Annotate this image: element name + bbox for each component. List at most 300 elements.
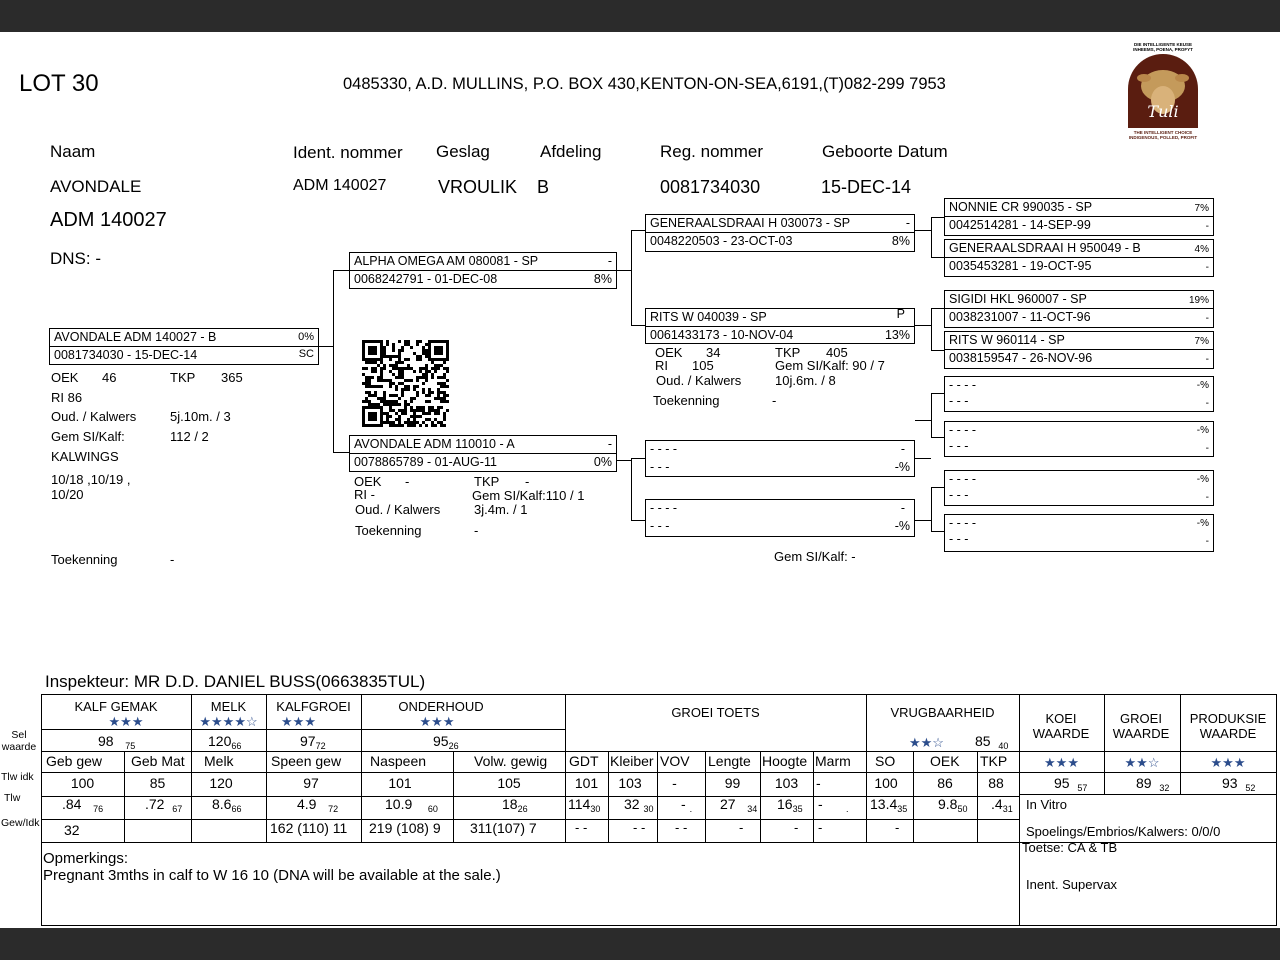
grid-line <box>657 751 658 842</box>
dam-oek: - <box>405 474 410 489</box>
animal-ident: ADM 140027 <box>293 177 387 194</box>
sd-line1: RITS W 040039 - SP <box>650 310 767 324</box>
gg-r2: - <box>1205 354 1209 365</box>
connector <box>617 460 631 461</box>
group-koei-waarde: KOEI WAARDE <box>1032 711 1090 741</box>
qr-module <box>380 424 383 427</box>
dam-sire-box <box>645 440 915 477</box>
tlw-melk-acc: 66 <box>231 804 242 814</box>
tlw-geb-mat <box>145 796 182 814</box>
col-vov: VOV <box>660 753 690 769</box>
kalfgroei-value <box>300 733 326 751</box>
row-label-tlw-idk: Tlw idk <box>1 771 34 783</box>
group-groei-waarde: GROEI WAARDE <box>1112 711 1170 741</box>
idk-naspeen: 101 <box>388 775 412 791</box>
dam-oud: 3j.4m. / 1 <box>474 502 528 517</box>
qr-module <box>389 358 392 361</box>
label-afdeling: Afdeling <box>540 142 602 161</box>
qr-module <box>443 424 446 427</box>
onderhoud-score: 95 <box>433 733 449 749</box>
idk-marm: - <box>816 775 821 791</box>
idk-tkp: 88 <box>988 775 1004 791</box>
gg-line2: 0038231007 - 11-OCT-96 <box>949 310 1091 324</box>
gew-naspeen: 219 (108) 9 <box>369 820 441 836</box>
dam-r2: 0% <box>593 455 612 469</box>
ss-r2: 8% <box>891 234 910 248</box>
grid-line <box>41 751 1277 752</box>
dam-dam-box <box>645 499 915 537</box>
tlw-naspeen <box>385 796 438 814</box>
qr-module <box>401 361 404 364</box>
qr-module <box>425 424 428 427</box>
gg-r2: - <box>1205 313 1209 324</box>
breeder-info: 0485330, A.D. MULLINS, P.O. BOX 430,KENTON-ON-SEA,6191,(T)082-299 7953 <box>343 75 946 93</box>
subject-code: SC <box>298 348 314 360</box>
top-bar <box>0 0 1280 32</box>
col-naspeen: Naspeen <box>370 753 427 769</box>
tlw-speen-value: 4.9 <box>297 796 317 812</box>
qr-code <box>360 340 450 426</box>
dam-line1: AVONDALE ADM 110010 - A <box>354 437 515 451</box>
connector <box>931 531 944 532</box>
gg-box <box>944 514 1214 552</box>
qr-module <box>380 385 383 388</box>
tlw-hoogte-acc: 35 <box>792 804 803 814</box>
qr-module <box>416 343 419 346</box>
qr-module <box>395 388 398 391</box>
koei-score: 95 <box>1054 775 1070 791</box>
group-vrugbaarheid: VRUGBAARHEID <box>890 705 995 720</box>
qr-module <box>419 424 422 427</box>
qr-module <box>410 346 413 349</box>
produksie-score: 93 <box>1222 775 1238 791</box>
gew-so: - <box>895 820 900 835</box>
col-so: SO <box>875 753 896 769</box>
sire-sire-box <box>645 214 915 252</box>
group-kalfgroei: KALFGROEI <box>276 699 351 714</box>
ss-line1: GENERAALSDRAAI H 030073 - SP <box>650 216 851 230</box>
logo-tagline-bottom: THE INTELLIGENT CHOICE INDIGENOUS, POLLED, PROFIT <box>1128 130 1198 140</box>
qr-module <box>446 358 449 361</box>
gg-box <box>944 198 1214 236</box>
gg-line1: - - - - <box>949 423 977 437</box>
spoelings: Spoelings/Embrios/Kalwers: 0/0/0 <box>1026 824 1221 839</box>
sd-line2: 0061433173 - 10-NOV-04 <box>650 328 794 342</box>
tlw-lengte <box>720 796 757 814</box>
qr-module <box>398 403 401 406</box>
connector <box>631 520 645 521</box>
tlw-speen-acc: 72 <box>328 804 339 814</box>
tlw-lengte-value: 27 <box>720 796 736 812</box>
sd-oud-label: Oud. / Kalwers <box>656 373 742 388</box>
connector <box>931 487 932 531</box>
dam-oud-label: Oud. / Kalwers <box>355 502 441 517</box>
group-produksie-waarde: PRODUKSIE WAARDE <box>1189 711 1267 741</box>
groei-score: 89 <box>1136 775 1152 791</box>
subject-line1: AVONDALE ADM 140027 - B <box>54 330 217 344</box>
grid-line <box>1180 694 1181 795</box>
grid-line <box>1104 694 1105 795</box>
qr-module <box>407 358 410 361</box>
connector <box>617 270 631 271</box>
vrugbaarheid-value <box>975 733 1008 751</box>
qr-module <box>413 424 416 427</box>
subject-line2: 0081734030 - 15-DEC-14 <box>54 348 198 362</box>
tlw-hoogte-value: 16 <box>777 796 793 812</box>
dam-tkp: - <box>525 474 530 489</box>
kalf-gemak-acc: 75 <box>125 741 136 751</box>
vrugbaarheid-score: 85 <box>975 733 991 749</box>
qr-module <box>428 394 431 397</box>
gg-box <box>944 470 1214 506</box>
gg-r2: - <box>1205 492 1209 503</box>
gg-line2: - - - <box>949 439 969 453</box>
grid-line <box>977 751 978 842</box>
idk-hoogte: 103 <box>774 775 799 791</box>
gem-bottom: Gem SI/Kalf: - <box>774 549 856 564</box>
bottom-bar <box>0 928 1280 960</box>
connector <box>915 325 931 326</box>
col-geb-gew: Geb gew <box>46 753 103 769</box>
produksie-value <box>1222 775 1255 793</box>
connector <box>333 270 349 271</box>
toetse: Toetse: CA & TB <box>1022 840 1118 855</box>
qr-module <box>410 379 413 382</box>
row-label-tlw: Tlw <box>4 792 21 804</box>
qr-module <box>398 397 401 400</box>
gg-r1: 19% <box>1188 295 1209 306</box>
qr-module <box>443 418 446 421</box>
qr-module <box>419 358 422 361</box>
gg-r1: 4% <box>1194 244 1209 255</box>
koei-value <box>1054 775 1087 793</box>
subject-toekenning: - <box>170 552 175 567</box>
opmerkings-label: Opmerkings: <box>43 850 129 867</box>
tlw-speen <box>297 796 338 814</box>
qr-module <box>392 349 395 352</box>
tlw-tkp-acc: 31 <box>1002 804 1013 814</box>
tlw-kleiber-acc: 30 <box>643 804 654 814</box>
gew-speen: 162 (110) 11 <box>270 820 348 836</box>
animal-dns: DNS: - <box>50 249 101 268</box>
dam-line2: 0078865789 - 01-AUG-11 <box>354 455 497 469</box>
subject-ri: RI 86 <box>51 390 83 405</box>
group-melk: MELK <box>210 699 247 714</box>
gg-r1: 7% <box>1194 336 1209 347</box>
sd-oek-label: OEK <box>655 345 683 360</box>
col-oek: OEK <box>930 753 960 769</box>
qr-module <box>386 343 389 346</box>
idk-vov: - <box>672 775 677 791</box>
divider <box>50 346 318 347</box>
idk-speen: 97 <box>303 775 319 791</box>
grid-line <box>1019 794 1277 795</box>
subject-kalwings-2: 10/20 <box>51 487 84 502</box>
melk-value <box>208 733 241 751</box>
dd-r1: - <box>900 501 905 515</box>
gg-line2: 0038159547 - 26-NOV-96 <box>949 351 1093 365</box>
subject-kalwings-label: KALWINGS <box>51 449 119 464</box>
qr-module <box>416 379 419 382</box>
gg-box <box>944 331 1214 369</box>
sire-box <box>349 252 617 289</box>
sire-dam-box <box>645 308 915 344</box>
qr-module <box>446 370 449 373</box>
subject-tkp: 365 <box>221 370 243 385</box>
gg-r1: 7% <box>1194 203 1209 214</box>
qr-module <box>389 385 392 388</box>
qr-module <box>431 391 434 394</box>
label-reg: Reg. nommer <box>660 142 763 161</box>
connector <box>931 393 932 437</box>
animal-reg: 0081734030 <box>660 177 761 197</box>
ss-r1: - <box>905 216 910 230</box>
tlw-hoogte <box>777 796 803 814</box>
opmerkings-text: Pregnant 3mths in calf to W 16 10 (DNA will be available at the sale.) <box>43 867 501 884</box>
gg-line2: - - - <box>949 488 969 502</box>
dam-oek-label: OEK <box>354 474 382 489</box>
gew-geb-gew: 32 <box>64 822 80 838</box>
col-marm: Marm <box>815 753 851 769</box>
tlw-geb-gew <box>62 796 103 814</box>
qr-module <box>446 379 449 382</box>
qr-module <box>374 370 377 373</box>
dd-line2: - - - <box>650 519 670 533</box>
qr-module <box>446 400 449 403</box>
idk-lengte: 99 <box>724 775 741 791</box>
gg-box <box>944 239 1214 277</box>
qr-module <box>413 370 416 373</box>
grid-line <box>1019 694 1020 926</box>
qr-module <box>434 424 437 427</box>
gg-r2: - <box>1205 398 1209 409</box>
groei-stars: ★★☆ <box>1124 755 1160 770</box>
tlw-vov-acc: . <box>689 804 693 814</box>
qr-module <box>431 376 434 379</box>
groei-value <box>1136 775 1169 793</box>
gg-line2: 0035453281 - 19-OCT-95 <box>949 259 1092 273</box>
kalf-gemak-value <box>98 733 135 751</box>
qr-module <box>437 367 440 370</box>
divider <box>945 216 1213 217</box>
subject-oek-label: OEK <box>51 370 79 385</box>
col-hoogte: Hoogte <box>762 753 808 769</box>
qr-module <box>365 367 368 370</box>
tlw-vov <box>681 796 692 814</box>
kalf-gemak-score: 98 <box>98 733 114 749</box>
tlw-gdt-acc: 30 <box>590 804 601 814</box>
tlw-marm-acc: . <box>846 804 849 814</box>
gg-r2: - <box>1205 443 1209 454</box>
idk-volw: 105 <box>497 775 521 791</box>
subject-box <box>49 328 319 365</box>
produksie-acc: 52 <box>1245 783 1256 793</box>
label-geslag: Geslag <box>436 142 490 161</box>
dd-line1: - - - - <box>650 501 678 515</box>
tlw-gdt-value: 114 <box>568 796 591 812</box>
melk-stars: ★★★★☆ <box>199 714 258 729</box>
produksie-stars: ★★★ <box>1210 755 1246 770</box>
idk-so: 100 <box>874 775 898 791</box>
idk-kleiber: 103 <box>618 775 642 791</box>
grid-line <box>124 751 125 842</box>
gg-line1: GENERAALSDRAAI H 950049 - B <box>949 241 1141 255</box>
dam-toekenning: - <box>474 523 479 538</box>
connector <box>631 230 632 325</box>
qr-module <box>383 367 386 370</box>
kalf-gemak-stars: ★★★ <box>108 714 144 729</box>
grid-line <box>760 751 761 842</box>
lot-number: LOT 30 <box>19 70 99 97</box>
gg-line2: 0042514281 - 14-SEP-99 <box>949 218 1091 232</box>
subject-kalwings-1: 10/18 ,10/19 , <box>51 472 131 487</box>
idk-geb-mat: 85 <box>149 775 166 791</box>
tlw-so-acc: 35 <box>897 804 908 814</box>
grid-line <box>41 772 1277 773</box>
qr-module <box>389 415 392 418</box>
gg-box <box>944 421 1214 457</box>
gg-box <box>944 376 1214 412</box>
connector <box>631 458 632 520</box>
connector <box>915 458 931 459</box>
grid-line <box>913 751 914 842</box>
connector <box>333 270 334 452</box>
col-lengte: Lengte <box>708 753 751 769</box>
qr-module <box>401 394 404 397</box>
ds-r2: -% <box>894 460 910 474</box>
tlw-volw-acc: 26 <box>517 804 528 814</box>
sd-toekenning-label: Toekenning <box>653 393 720 408</box>
sire-r2: 8% <box>593 272 612 286</box>
dam-box <box>349 435 617 472</box>
gg-line1: NONNIE CR 990035 - SP <box>949 200 1093 214</box>
groei-acc: 32 <box>1159 783 1170 793</box>
connector <box>931 350 944 351</box>
gg-line2: - - - <box>949 532 969 546</box>
grid-line <box>608 751 609 842</box>
logo-brand: Tuli <box>1147 102 1179 121</box>
gew-kleiber: - - <box>633 820 646 835</box>
sd-tkp-label: TKP <box>775 345 801 360</box>
divider <box>350 270 616 271</box>
qr-module <box>440 406 443 409</box>
tuli-logo <box>1124 42 1202 146</box>
subject-gem-label: Gem SI/Kalf: <box>51 429 125 444</box>
sd-tkp: 405 <box>826 345 848 360</box>
gg-line1: - - - - <box>949 516 977 530</box>
sd-ri: 105 <box>692 358 714 373</box>
tlw-oek <box>938 796 967 814</box>
dam-r1: - <box>607 437 612 451</box>
tlw-kleiber-value: 32 <box>624 796 640 812</box>
idk-geb-gew: 100 <box>70 775 95 791</box>
gg-r1: -% <box>1196 425 1209 436</box>
gew-vov: - - <box>675 820 688 835</box>
connector <box>931 308 932 350</box>
gg-line1: - - - - <box>949 378 977 392</box>
qr-module <box>434 370 437 373</box>
sd-r2: 13% <box>884 328 910 342</box>
col-tkp: TKP <box>980 753 1008 769</box>
animal-geslag: VROULIK <box>438 177 518 197</box>
col-geb-mat: Geb Mat <box>131 753 185 769</box>
connector <box>931 217 944 218</box>
divider <box>945 308 1213 309</box>
qr-module <box>416 394 419 397</box>
dam-toekenning-label: Toekenning <box>355 523 422 538</box>
tlw-marm <box>818 796 849 814</box>
gew-gdt: - - <box>575 820 588 835</box>
idk-gdt: 101 <box>574 775 599 791</box>
animal-geboorte: 15-DEC-14 <box>821 177 912 197</box>
gg-r1: -% <box>1196 380 1209 391</box>
tlw-oek-acc: 50 <box>957 804 968 814</box>
logo-tagline-top: DIE INTELLIGENTE KEUSE INHEEMS, POENA, PROFYT <box>1133 42 1193 52</box>
sire-line2: 0068242791 - 01-DEC-08 <box>354 272 498 286</box>
tlw-kleiber <box>624 796 653 814</box>
connector <box>931 437 944 438</box>
divider <box>646 326 914 327</box>
tlw-geb-mat-acc: 67 <box>172 804 183 814</box>
tlw-melk <box>212 796 241 814</box>
connector <box>631 230 645 231</box>
onderhoud-acc: 26 <box>448 741 459 751</box>
col-melk: Melk <box>204 753 234 769</box>
qr-module <box>407 388 410 391</box>
connector <box>931 257 944 258</box>
qr-module <box>422 382 425 385</box>
kalfgroei-acc: 72 <box>315 741 326 751</box>
label-geboorte: Geboorte Datum <box>822 142 948 161</box>
sd-toekenning: - <box>772 393 777 408</box>
tlw-tkp <box>991 796 1013 814</box>
qr-module <box>446 394 449 397</box>
subject-toekenning-label: Toekenning <box>51 552 118 567</box>
kalfgroei-score: 97 <box>300 733 316 749</box>
grid-line <box>705 751 706 842</box>
gew-lengte: - <box>739 820 744 835</box>
gg-line1: RITS W 960114 - SP <box>949 333 1065 347</box>
koei-stars: ★★★ <box>1044 755 1079 770</box>
col-speen: Speen gew <box>271 753 342 769</box>
animal-afdeling: B <box>537 177 550 197</box>
qr-module <box>446 409 449 412</box>
sd-ri-label: RI <box>655 358 668 373</box>
subject-gem: 112 / 2 <box>170 429 209 444</box>
grid-line <box>453 751 454 842</box>
connector <box>931 308 944 309</box>
connector <box>931 487 944 488</box>
sd-r1: P <box>896 307 905 321</box>
col-volw: Volw. gewig <box>474 753 548 769</box>
vrugbaarheid-acc: 40 <box>998 741 1009 751</box>
animal-naam: AVONDALE <box>50 177 142 196</box>
qr-module <box>413 397 416 400</box>
dam-ri: RI - <box>354 487 375 502</box>
gg-r2: - <box>1205 536 1209 547</box>
group-groei-toets: GROEI TOETS <box>671 705 760 720</box>
vrugbaarheid-stars: ★★☆ <box>909 735 944 750</box>
dam-gem: Gem SI/Kalf:110 / 1 <box>472 488 585 503</box>
idk-melk: 120 <box>209 775 233 791</box>
qr-module <box>446 385 449 388</box>
tlw-volw <box>502 796 528 814</box>
subject-oud: 5j.10m. / 3 <box>170 409 231 424</box>
animal-big-id: ADM 140027 <box>50 209 167 231</box>
divider <box>646 232 914 233</box>
melk-acc: 66 <box>231 741 242 751</box>
tlw-tkp-value: .4 <box>991 796 1003 812</box>
